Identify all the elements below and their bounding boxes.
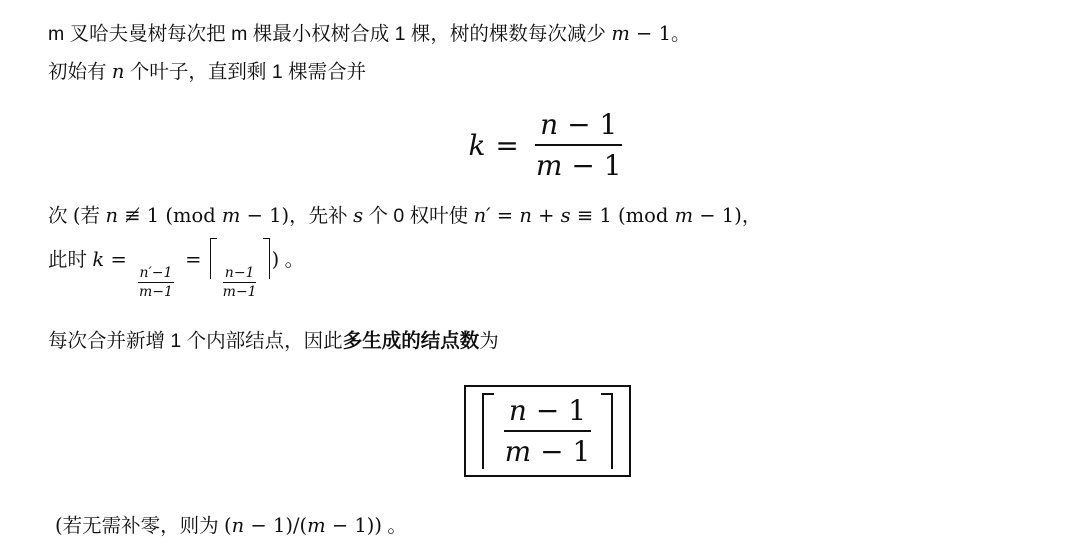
math-var-n: n <box>508 394 527 428</box>
fraction-denominator <box>531 146 627 182</box>
math-run: = <box>104 248 133 272</box>
math-run: − 1 <box>629 22 671 45</box>
boxed-formula-wrapper <box>48 385 1047 477</box>
open-paren: ( <box>72 204 81 228</box>
math-var-s: s <box>353 204 364 228</box>
math-run: = <box>178 248 208 272</box>
math-run: − 1) <box>693 204 742 228</box>
paragraph-2-line-1 <box>48 197 1047 235</box>
paragraph-1-line-2 <box>48 53 1047 91</box>
math-var-n: n <box>540 108 559 141</box>
math-var-m: m <box>307 514 326 538</box>
ceiling-bracket-left-icon <box>482 393 494 469</box>
math-var-m: m <box>535 149 563 183</box>
math-run: ≡ 1 (mod <box>570 204 675 228</box>
math-run: ≢ 1 (mod <box>118 204 222 228</box>
paragraph-4 <box>48 507 1047 545</box>
math-var-s: s <box>560 204 571 228</box>
math-run: = <box>490 204 520 228</box>
text-run: 若无需补零，则为 <box>62 515 225 538</box>
fraction-numerator <box>535 108 622 146</box>
fraction-denominator <box>500 432 596 468</box>
text-run: 为 <box>479 330 499 353</box>
ceiling-bracket-right-icon <box>263 238 270 279</box>
math-run: − 1 <box>562 149 622 183</box>
text-run: 。 <box>671 23 691 45</box>
math-var-n: n <box>105 204 119 228</box>
text-run: m 叉哈夫曼树每次把 m 棵最小权树合成 1 棵，树的棵数每次减少 <box>48 23 612 45</box>
math-var-n: n <box>111 60 125 83</box>
text-run: ，先补 <box>289 205 354 228</box>
close-paren: ) <box>271 248 280 272</box>
math-run: − 1 <box>558 108 618 141</box>
text-run: 次 <box>48 205 73 228</box>
math-var-k: k <box>468 128 486 162</box>
text-run: 每次合并新增 1 个内部结点，因此 <box>48 330 343 353</box>
fraction-denominator: m−1 <box>139 284 173 301</box>
open-paren: ( <box>55 514 63 538</box>
math-fraction-small <box>137 265 175 300</box>
math-run: − 1)) <box>325 514 382 538</box>
math-var-n: n <box>231 514 245 538</box>
boxed-formula <box>464 385 632 477</box>
math-run: − 1) <box>240 204 290 228</box>
math-var-n: n <box>519 204 532 228</box>
math-var-n-prime: n′ <box>473 204 491 228</box>
bold-text-run: 多生成的结点数 <box>342 330 480 353</box>
math-var-m: m <box>611 22 630 45</box>
fraction-numerator: n−1 <box>223 265 257 283</box>
text-run: 。 <box>382 515 407 538</box>
fraction-denominator: m−1 <box>222 284 257 301</box>
fraction-numerator <box>504 394 591 432</box>
text-run: 此时 <box>48 249 93 272</box>
math-run: − 1 <box>531 435 591 469</box>
equals-sign: = <box>495 128 519 162</box>
math-run: + <box>531 204 561 228</box>
ceiling-bracket-right-icon <box>601 393 613 469</box>
math-run: − 1 <box>526 394 587 428</box>
math-var-m: m <box>504 435 532 469</box>
math-var-m: m <box>221 204 241 228</box>
paragraph-2-line-2 <box>48 235 1047 300</box>
math-var-k: k <box>92 248 105 272</box>
ceiling-bracket-left-icon <box>210 238 217 279</box>
math-run: − 1)/( <box>244 514 308 538</box>
text-run: ， <box>741 205 762 228</box>
math-fraction-small <box>221 265 259 300</box>
math-fraction <box>500 394 596 468</box>
math-var-m: m <box>674 204 694 228</box>
math-fraction <box>531 108 627 182</box>
text-run: 初始有 <box>48 61 112 83</box>
text-run: 个叶子，直到剩 1 棵需合并 <box>124 61 367 83</box>
math-run: ( <box>224 514 232 538</box>
text-run: 个 0 权叶使 <box>363 205 474 228</box>
text-run: 。 <box>279 249 305 272</box>
paragraph-1-line-1 <box>48 15 1047 53</box>
fraction-numerator: n′−1 <box>138 265 175 283</box>
text-run: 若 <box>80 205 106 228</box>
paragraph-3 <box>48 322 1047 360</box>
display-formula-k <box>48 108 1047 182</box>
